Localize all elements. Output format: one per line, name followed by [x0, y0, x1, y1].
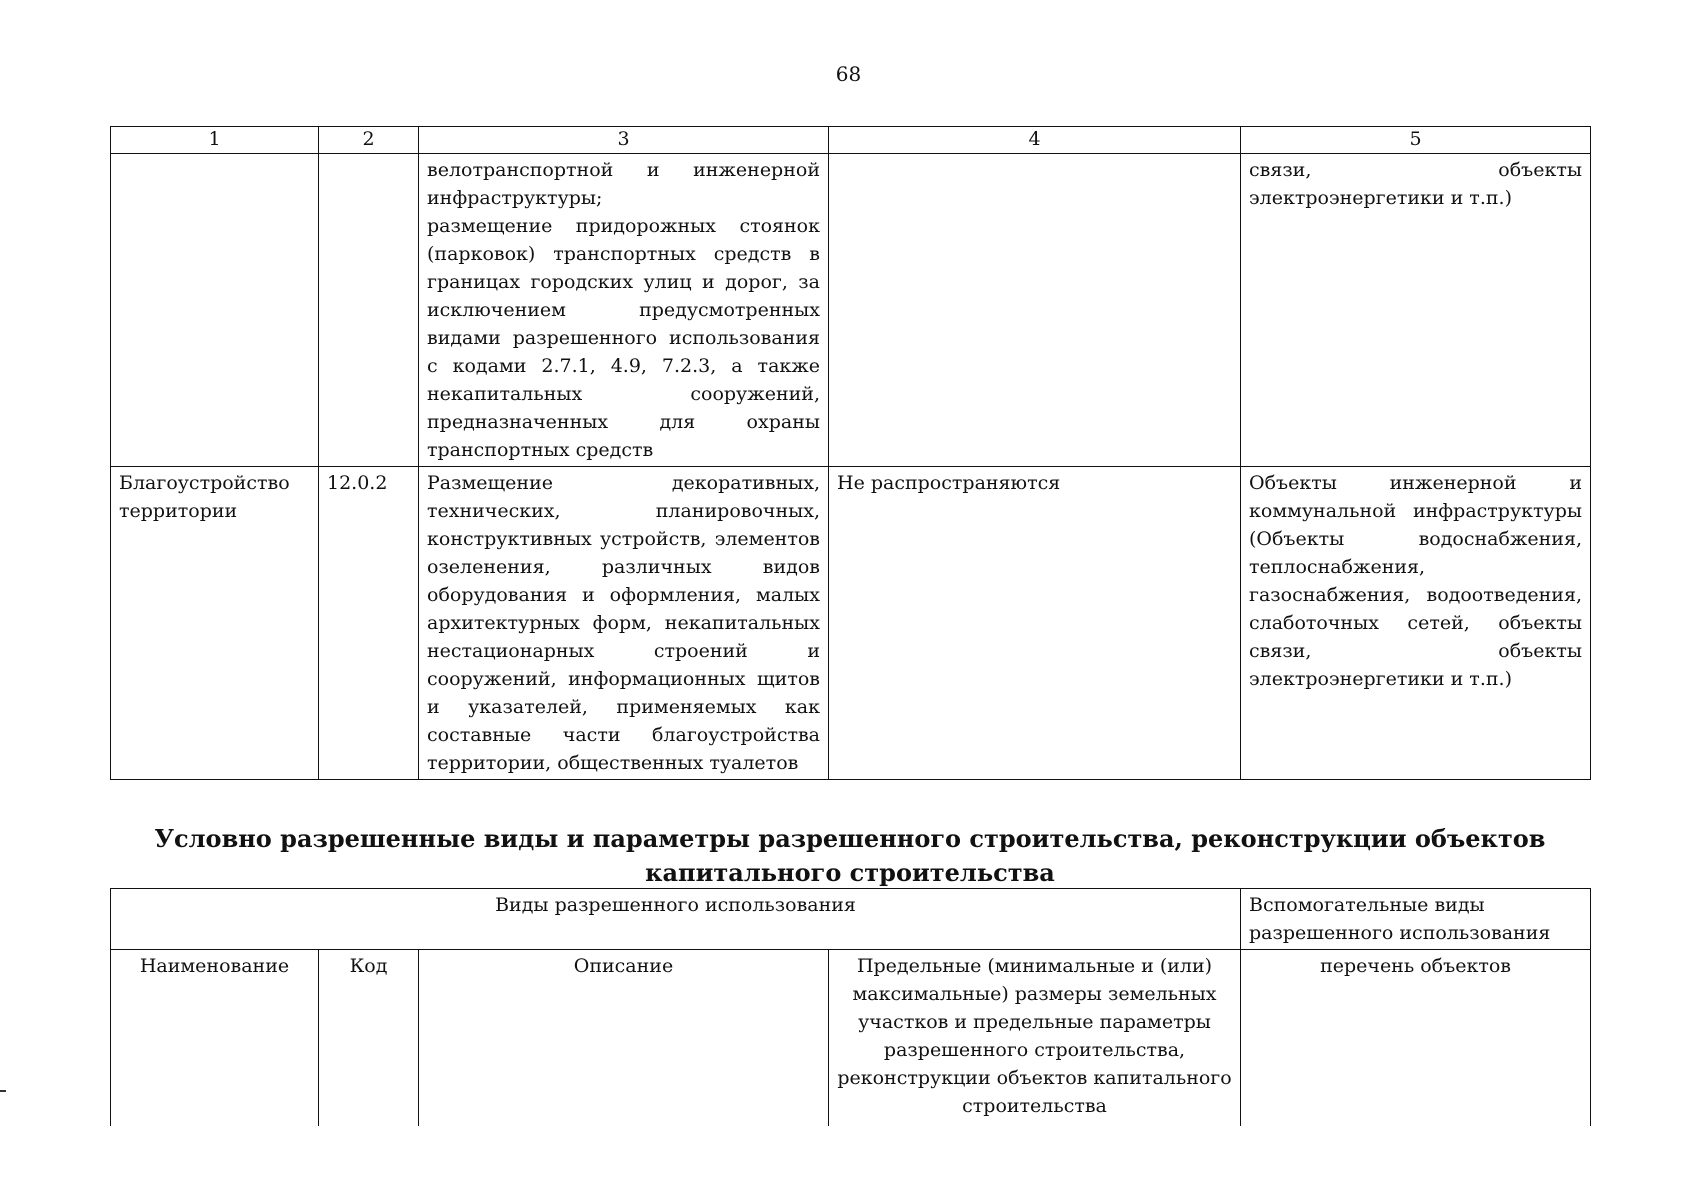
use-code-cell: 12.0.2: [319, 467, 419, 780]
column-number-5: 5: [1241, 127, 1591, 154]
page-number: 68: [835, 62, 862, 86]
auxiliary-uses-cell: связи, объекты электроэнергетики и т.п.): [1241, 154, 1591, 467]
column-header-description: Описание: [419, 950, 829, 1127]
column-number-3: 3: [419, 127, 829, 154]
use-parameters-cell: [829, 154, 1241, 467]
use-name-cell: [111, 154, 319, 467]
group-header-row: [111, 889, 1591, 950]
column-header-code: Код: [319, 950, 419, 1127]
table-row: [111, 154, 1591, 467]
auxiliary-uses-header: Вспомогательные виды разрешенного использования: [1241, 889, 1591, 950]
use-name-cell: Благоустройство территории: [111, 467, 319, 780]
use-parameters-cell: Не распространяются: [829, 467, 1241, 780]
column-header-name: Наименование: [111, 950, 319, 1127]
column-number-2: 2: [319, 127, 419, 154]
table-row: [111, 467, 1591, 780]
column-header-objects-list: перечень объектов: [1241, 950, 1591, 1127]
auxiliary-uses-cell: Объекты инженерной и коммунальной инфраструктуры (Объекты водоснабжения, теплоснабжения, газоснабжения, водоотведения, слаботочных сетей, объекты связи, объекты электроэнергетики и т.п.): [1241, 467, 1591, 780]
scan-artifact-mark: [0, 1090, 6, 1092]
column-number-1: 1: [111, 127, 319, 154]
section-title: Условно разрешенные виды и параметры разрешенного строительства, реконструкции объектов капитального строительства: [154, 824, 1546, 887]
permitted-uses-group-header: Виды разрешенного использования: [111, 889, 1241, 950]
column-number-row: [111, 127, 1591, 154]
use-code-cell: [319, 154, 419, 467]
column-number-4: 4: [829, 127, 1241, 154]
conditional-uses-table: [110, 888, 1591, 1126]
column-header-row: [111, 950, 1591, 1127]
use-description-cell: велотранспортной и инженерной инфраструктуры; размещение придорожных стоянок (парковок) транспортных средств в границах городских улиц и дорог, за исключением предусмотренных видами разрешенного использования с кодами 2.7.1, 4.9, 7.2.3, а также некапитальных сооружений, предназначенных для охраны транспортных средств: [419, 154, 829, 467]
permitted-uses-table-continued: [110, 126, 1591, 780]
column-header-parameters: Предельные (минимальные и (или) максимальные) размеры земельных участков и предельные параметры разрешенного строительства, реконструкции объектов капитального строительства: [829, 950, 1241, 1127]
use-description-cell: Размещение декоративных, технических, планировочных, конструктивных устройств, элементов озеленения, различных видов оборудования и оформления, малых архитектурных форм, некапитальных нестационарных строений и сооружений, информационных щитов и указателей, применяемых как составные части благоустройства территории, общественных туалетов: [419, 467, 829, 780]
